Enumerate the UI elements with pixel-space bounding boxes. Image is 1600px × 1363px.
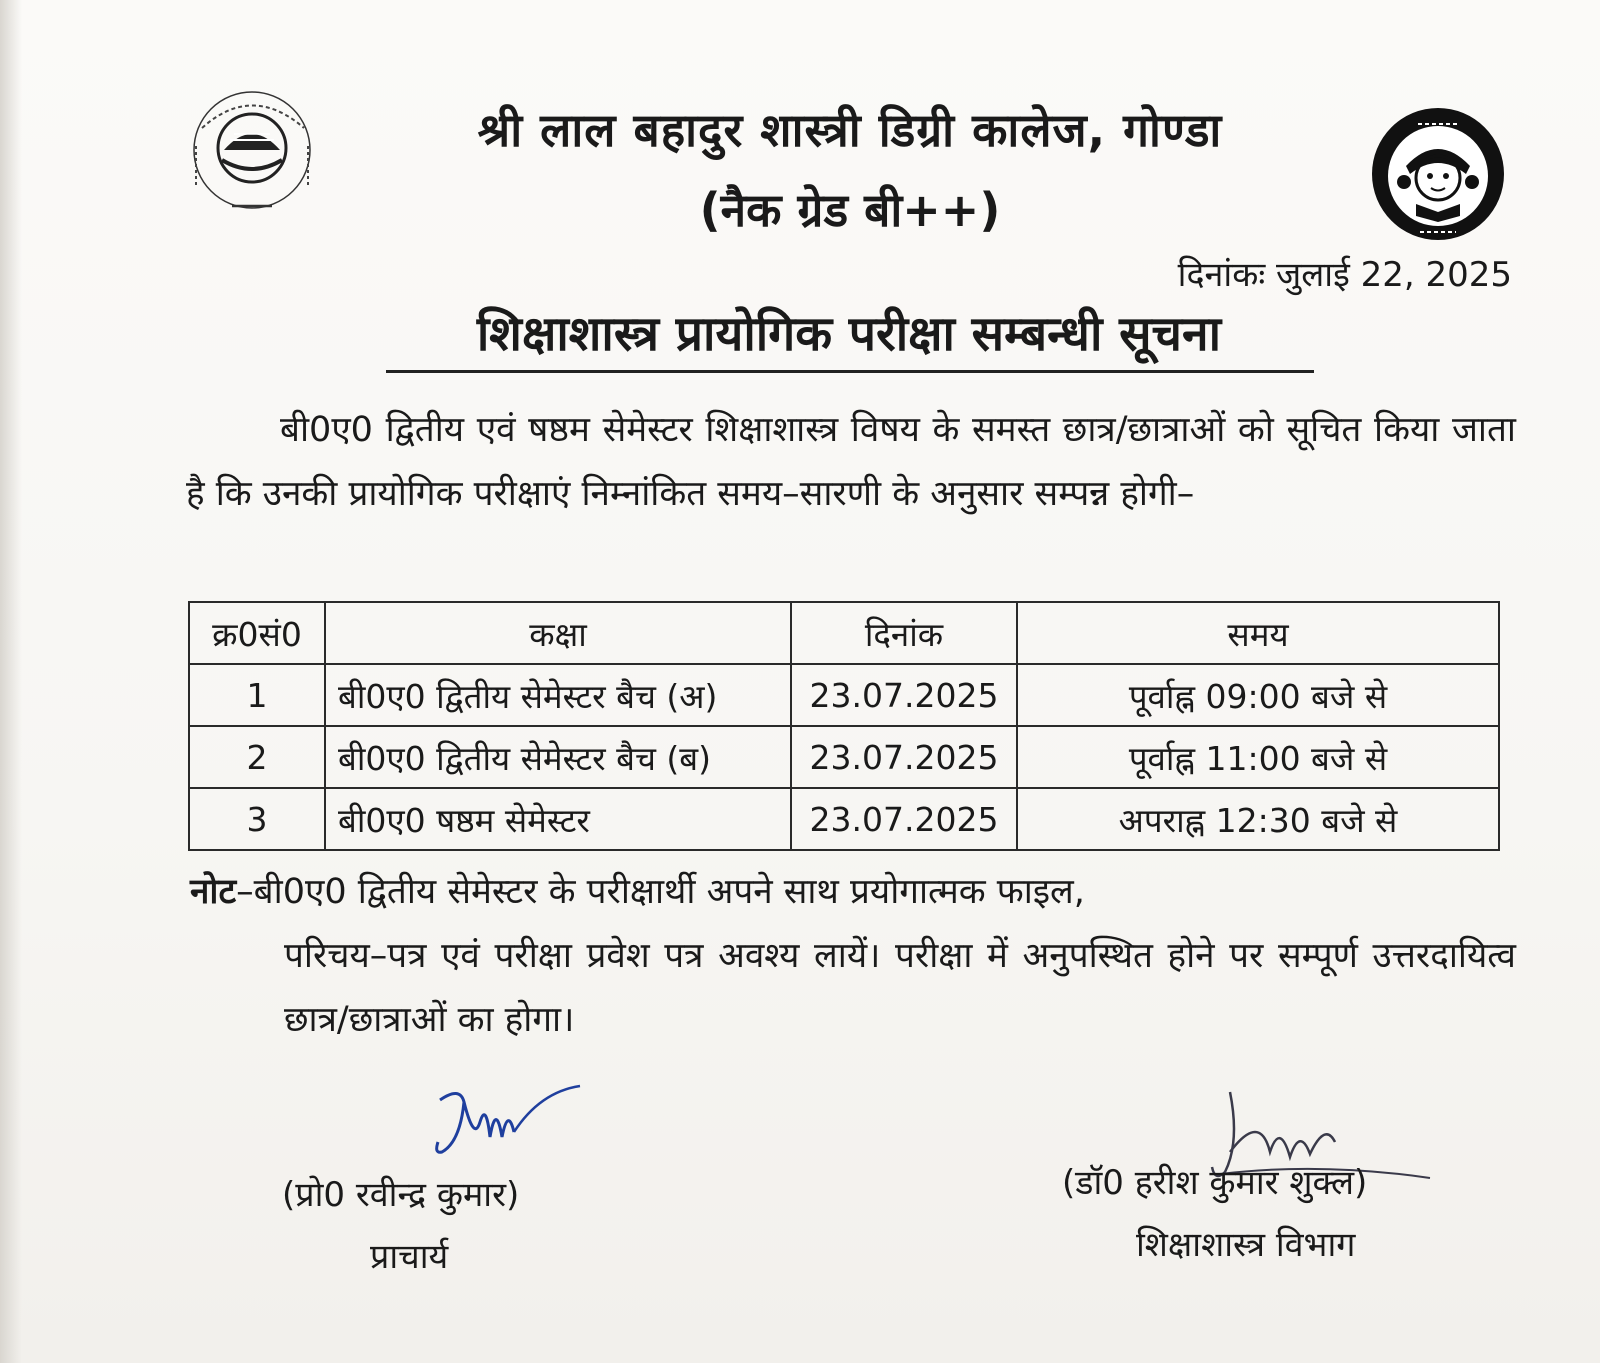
college-seal-icon xyxy=(172,88,337,223)
cell-time: अपराह्न 12:30 बजे से xyxy=(1017,788,1499,850)
principal-signature xyxy=(430,1082,590,1172)
table-row xyxy=(189,726,1499,788)
notice-date: दिनांकः जुलाई 22, 2025 xyxy=(1177,255,1512,295)
table-row xyxy=(189,788,1499,850)
cell-class: बी0ए0 षष्ठम सेमेस्टर xyxy=(325,788,791,850)
cell-date: 23.07.2025 xyxy=(791,726,1017,788)
table-row xyxy=(189,664,1499,726)
cell-class: बी0ए0 द्वितीय सेमेस्टर बैच (ब) xyxy=(325,726,791,788)
hod-name: (डॉ0 हरीश कुमार शुक्ल) xyxy=(1062,1163,1368,1203)
cell-class: बी0ए0 द्वितीय सेमेस्टर बैच (अ) xyxy=(325,664,791,726)
principal-designation: प्राचार्य xyxy=(370,1237,449,1277)
note-paragraph xyxy=(190,860,1516,1052)
cell-serial: 2 xyxy=(189,726,325,788)
schedule-table xyxy=(188,601,1500,851)
hod-designation: शिक्षाशास्त्र विभाग xyxy=(1136,1225,1356,1265)
principal-name: (प्रो0 रवीन्द्र कुमार) xyxy=(282,1175,520,1215)
cell-serial: 1 xyxy=(189,664,325,726)
table-header-row xyxy=(189,602,1499,664)
header-time: समय xyxy=(1017,602,1499,664)
note-continuation: परिचय–पत्र एवं परीक्षा प्रवेश पत्र अवश्य लायें। परीक्षा में अनुपस्थित होने पर सम्पूर्ण उत्तरदायित्व छात्र/छात्राओं का होगा। xyxy=(284,936,1516,1040)
intro-paragraph: बी0ए0 द्वितीय एवं षष्ठम सेमेस्टर शिक्षाशास्त्र विषय के समस्त छात्र/छात्राओं को सूचित किया जाता है कि उनकी प्रायोगिक परीक्षाएं निम्नांकित समय–सारणी के अनुसार सम्पन्न होगी– xyxy=(186,410,1516,514)
cell-time: पूर्वाह्न 09:00 बजे से xyxy=(1017,664,1499,726)
header-serial: क्र0सं0 xyxy=(189,602,325,664)
cell-serial: 3 xyxy=(189,788,325,850)
naac-grade: (नैक ग्रेड बी++) xyxy=(699,183,1001,237)
title-underline xyxy=(386,370,1314,373)
notice-title: शिक्षाशास्त्र प्रायोगिक परीक्षा सम्बन्धी सूचना xyxy=(476,306,1222,362)
header-class: कक्षा xyxy=(325,602,791,664)
note-label: नोट xyxy=(190,872,237,912)
note-text: –बी0ए0 द्वितीय सेमेस्टर के परीक्षार्थी अपने साथ प्रयोगात्मक फाइल, xyxy=(236,872,1085,912)
beti-padhao-logo-icon xyxy=(1368,104,1508,244)
cell-date: 23.07.2025 xyxy=(791,664,1017,726)
cell-time: पूर्वाह्न 11:00 बजे से xyxy=(1017,726,1499,788)
page-shadow-edge xyxy=(0,0,22,1363)
header-date: दिनांक xyxy=(791,602,1017,664)
cell-date: 23.07.2025 xyxy=(791,788,1017,850)
college-name: श्री लाल बहादुर शास्त्री डिग्री कालेज, गोण्डा xyxy=(477,103,1223,157)
